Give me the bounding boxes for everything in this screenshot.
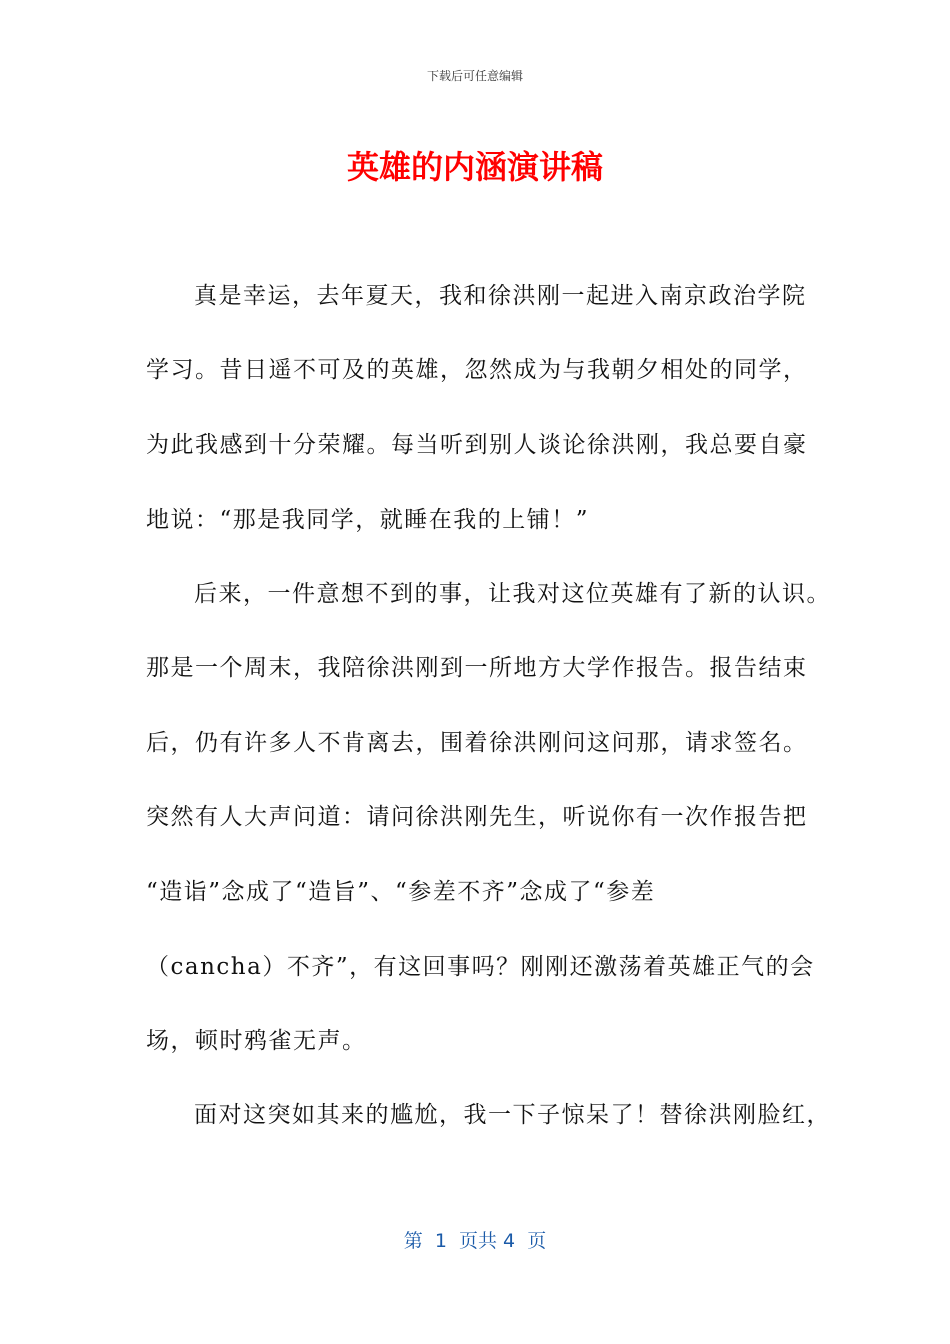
paragraph-line: 后来，一件意想不到的事，让我对这位英雄有了新的认识。 bbox=[194, 581, 831, 607]
document-title: 英雄的内涵演讲稿 bbox=[346, 148, 603, 186]
paragraph-line: 突然有人大声问道：请问徐洪刚先生，听说你有一次作报告把 bbox=[146, 804, 808, 830]
header-note: 下载后可任意编辑 bbox=[426, 69, 523, 83]
paragraph-line: “造诣”念成了“造旨”、“参差不齐”念成了“参差 bbox=[146, 879, 656, 905]
paragraph-line: 真是幸运，去年夏天，我和徐洪刚一起进入南京政治学院 bbox=[194, 283, 807, 309]
paragraph-line: 地说：“那是我同学，就睡在我的上铺！” bbox=[146, 507, 590, 533]
page-footer: 第 1 页共 4 页 bbox=[403, 1230, 547, 1252]
paragraph-line: 那是一个周末，我陪徐洪刚到一所地方大学作报告。报告结束 bbox=[146, 655, 808, 681]
paragraph-line: 为此我感到十分荣耀。每当听到别人谈论徐洪刚，我总要自豪 bbox=[146, 432, 808, 458]
paragraph-line: 场，顿时鸦雀无声。 bbox=[146, 1028, 367, 1054]
paragraph-line: 后，仍有许多人不肯离去，围着徐洪刚问这问那，请求签名。 bbox=[146, 730, 808, 756]
paragraph-line: （cancha）不齐”，有这回事吗？刚刚还激荡着英雄正气的会 bbox=[146, 954, 815, 980]
paragraph-line: 面对这突如其来的尴尬，我一下子惊呆了！替徐洪刚脸红， bbox=[194, 1102, 831, 1128]
paragraph-line: 学习。昔日遥不可及的英雄，忽然成为与我朝夕相处的同学， bbox=[146, 357, 808, 383]
